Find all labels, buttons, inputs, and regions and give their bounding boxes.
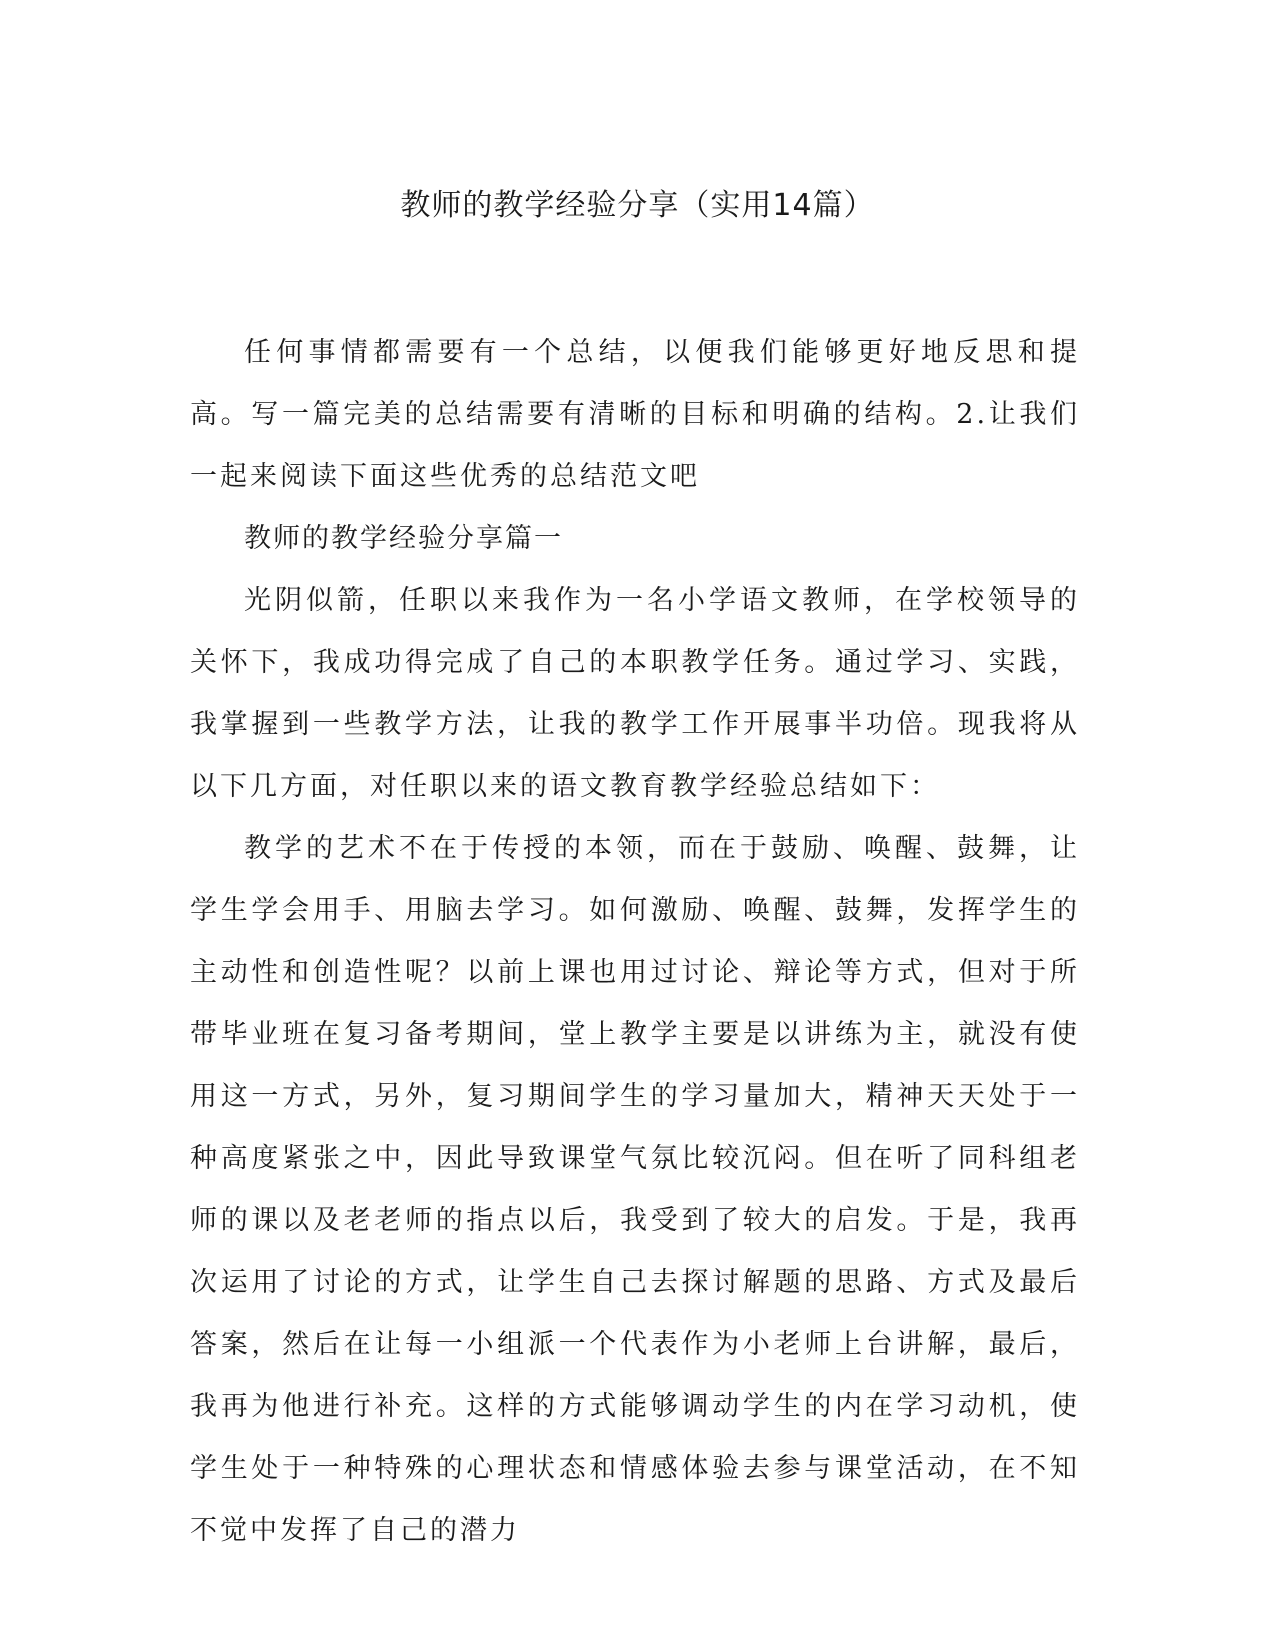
section-heading: 教师的教学经验分享篇一 [244, 523, 563, 554]
document-body [190, 322, 1080, 1562]
body-paragraph-2: 教学的艺术不在于传授的本领，而在于鼓励、唤醒、鼓舞，让学生学会用手、用脑去学习。如何激励、唤醒、鼓舞，发挥学生的主动性和创造性呢？以前上课也用过讨论、辩论等方式，但对于所带毕业班在复习备考期间，堂上教学主要是以讲练为主，就没有使用这一方式，另外，复习期间学生的学习量加大，精神天天处于一种高度紧张之中，因此导致课堂气氛比较沉闷。但在听了同科组老师的课以及老老师的指点以后，我受到了较大的启发。于是，我再次运用了讨论的方式，让学生自己去探讨解题的思路、方式及最后答案，然后在让每一小组派一个代表作为小老师上台讲解，最后，我再为他进行补充。这样的方式能够调动学生的内在学习动机，使学生处于一种特殊的心理状态和情感体验去参与课堂活动，在不知不觉中发挥了自己的潜力 [190, 833, 1080, 1546]
body-paragraph-1: 光阴似箭，任职以来我作为一名小学语文教师，在学校领导的关怀下，我成功得完成了自己的本职教学任务。通过学习、实践，我掌握到一些教学方法，让我的教学工作开展事半功倍。现我将从以下几方面，对任职以来的语文教育教学经验总结如下： [190, 585, 1080, 802]
intro-paragraph: 任何事情都需要有一个总结，以便我们能够更好地反思和提高。写一篇完美的总结需要有清晰的目标和明确的结构。2.让我们一起来阅读下面这些优秀的总结范文吧 [190, 337, 1080, 492]
document-title: 教师的教学经验分享（实用14篇） [400, 188, 875, 223]
